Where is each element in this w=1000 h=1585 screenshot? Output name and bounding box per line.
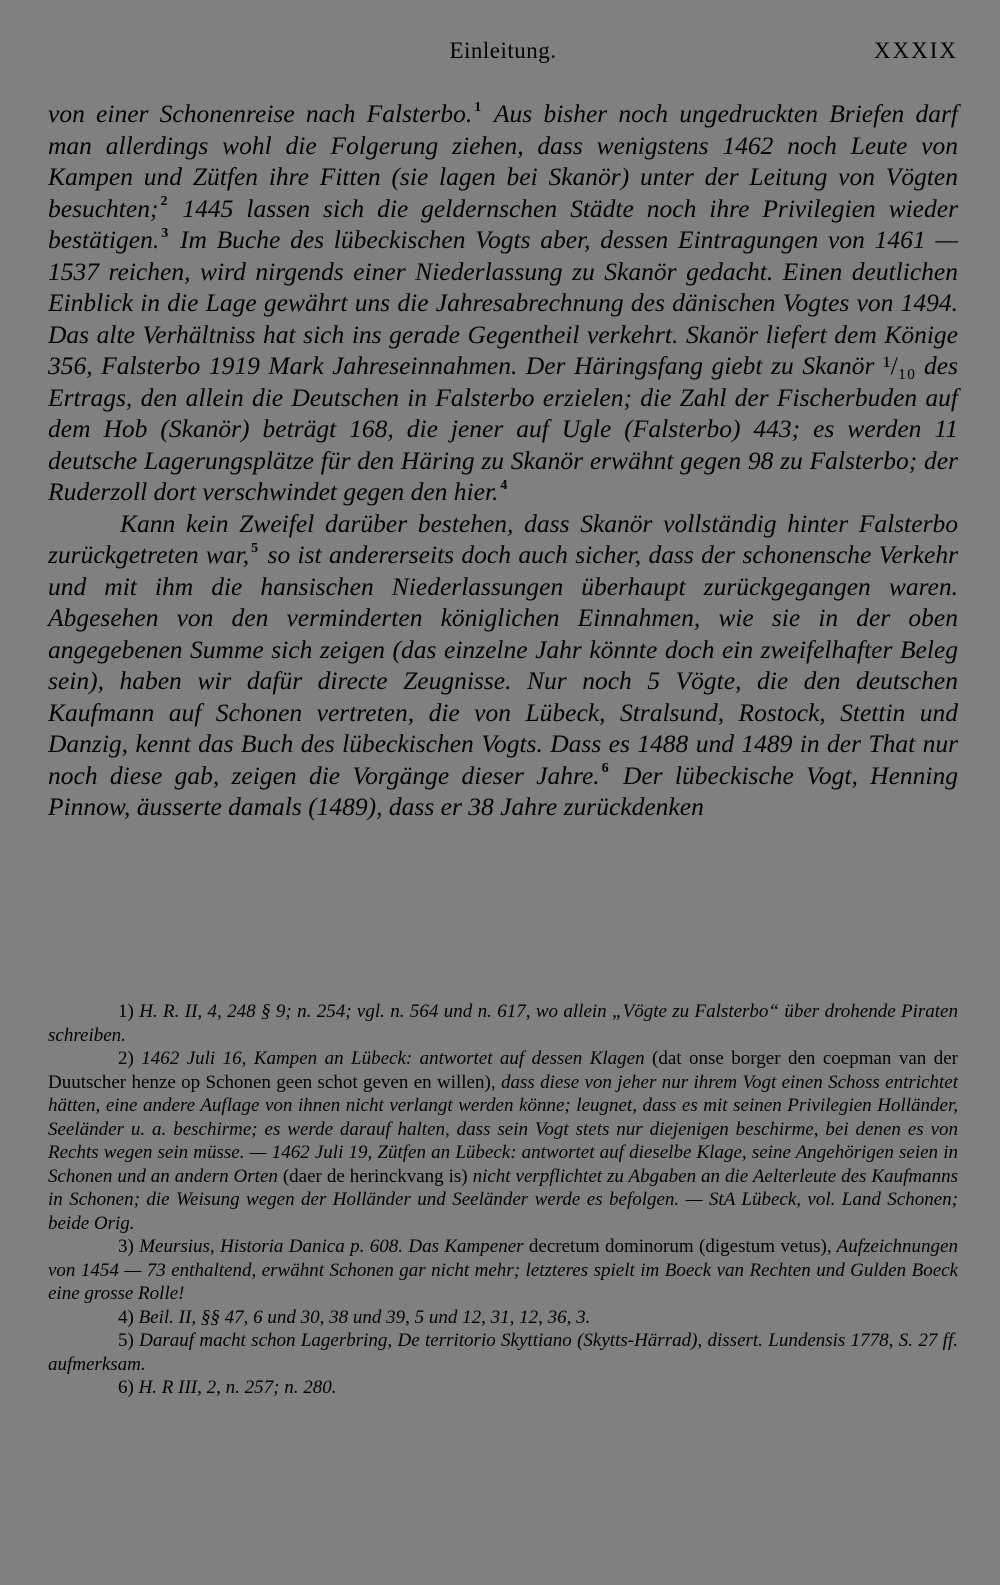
footnote-4 [48,1306,958,1330]
footnote-ref-4[interactable]: 4 [500,477,508,493]
footnote-number: 4) [118,1306,134,1328]
footnote-quote: (dat onse borger den coepman van der Duutscher henze op Schonen geen schot geven en willen), [48,1048,958,1093]
footnote-ref-3[interactable]: 3 [161,225,169,241]
footnote-text: Beil. II, §§ 47, 6 und 30, 38 und 39, 5 und 12, 31, 12, 36, 3. [133,1306,591,1328]
page-number: XXXIX [873,38,958,63]
footnote-number: 5) [118,1330,134,1351]
text-run: Aus bisher noch ungedruckten Briefen darf man allerdings wohl die Folgerung ziehen, dass wenigstens 1462 noch Leute von Kampen und Zütfen ihre Fitten (sie lagen bei Skanör) unter der Leitung von Vögten besuchten; [48,99,959,223]
text-run: Im Buche des lübeckischen Vogts aber, dessen Eintragungen von 1461 — 1537 reichen, wird nirgends einer Niederlassung zu Skanör gedacht. Einen deutlichen Einblick in die Lage gewährt uns die Jahresabrechnung des dänischen Vogtes von 1494. Das alte Verhältniss hat sich ins gerade Gegentheil verkehrt. Skanör liefert dem Könige 356, Falsterbo 1919 Mark Jahreseinnahmen. Der Häringsfang giebt zu Skanör [48,225,958,380]
footnote-number: 2) [118,1048,134,1069]
footnote-2 [48,1047,958,1235]
footnote-text: Darauf macht schon Lagerbring, De territorio Skyttiano (Skytts-Härrad), dissert. Lundensis 1778, S. 27 ff. aufmerksam. [48,1330,958,1375]
running-head [48,38,958,68]
footnote-text: dass diese von jeher nur ihrem Vogt einen Schoss entrichtet hätten, eine andere Auflage von ihnen nicht verlangt werden könne; leugnet, dass es mit seinen Privilegien Holländer, Seeländer u. a. beschirme; es werde darauf halten, dass sein Vogt stets nur diejenigen beschirme, bei denen es von Rechts wegen sein müsse. — 1462 Juli 19, Zütfen an Lübeck: antwortet auf dieselbe Klage, seine Angehörigen seien in Schonen und an andern Orten [48,1071,958,1187]
footnote-6 [48,1376,958,1400]
footnote-ref-6[interactable]: 6 [601,761,609,776]
footnote-1 [48,1000,958,1047]
text-run: Der lübeckische Vogt, Henning Pinnow, äusserte damals (1489), dass er 38 Jahre zurückdenken [48,760,958,821]
paragraph-1 [48,98,958,508]
footnote-ref-1[interactable]: 1 [474,99,482,115]
footnote-text: H. R III, 2, n. 257; n. 280. [133,1377,337,1398]
paragraph-2 [48,508,958,823]
footnote-ref-2[interactable]: 2 [160,194,168,209]
text-run: so ist andererseits doch auch sicher, dass der schonensche Verkehr und mit ihm die hansischen Niederlassungen überhaupt zurückgegangen waren. Abgesehen von den verminderten königlichen Einnahmen, wie sie in der oben angegebenen Summe sich zeigen (das einzelne Jahr könnte doch ein zweifelhafter Beleg sein), haben wir dafür directe Zeugnisse. Nur noch 5 Vögte, die den deutschen Kaufmann auf Schonen vertreten, die von Lübeck, Stralsund, Rostock, Stettin und Danzig, kennt das Buch des lübeckischen Vogts. Dass es 1488 und 1489 in der That nur noch diese gab, zeigen die Vorgänge dieser Jahre. [48,540,958,790]
main-text [48,98,958,823]
text-run: Kann kein Zweifel darüber bestehen, dass Skanör vollständig hinter Falsterbo zurückgetreten war, [48,508,958,569]
footnotes [48,1000,958,1400]
text-run: von einer Schonenreise nach Falsterbo. [48,99,473,128]
footnote-quote: decretum dominorum (digestum vetus), [523,1236,832,1257]
footnote-5 [48,1329,958,1376]
footnote-text: nicht verpflichtet zu Abgaben an die Aelterleute des Kaufmanns in Schonen; die Weisung wegen der Holländer und Seeländer werde es befolgen. — StA Lübeck, vol. Land Schonen; beide Orig. [48,1165,958,1234]
text-run: 1445 lassen sich die geldernschen Städte noch ihre Privilegien wieder bestätigen. [48,193,958,254]
footnote-number: 6) [118,1377,134,1398]
footnote-3 [48,1235,958,1306]
footnote-number: 3) [118,1236,134,1257]
running-title: Einleitung. [449,38,557,63]
footnote-text: H. R. II, 4, 248 § 9; n. 254; vgl. n. 564 und n. 617, wo allein „Vögte zu Falsterbo“ über drohende Piraten schreiben. [48,1001,958,1046]
fraction: ¹/₁₀ [882,351,916,380]
footnote-quote: (daer de herinckvang is) [277,1165,468,1187]
footnote-text: 1462 Juli 16, Kampen an Lübeck: antwortet auf dessen Klagen [133,1048,645,1069]
footnote-text: Meursius, Historia Danica p. 608. Das Kampener [133,1236,524,1257]
footnote-ref-5[interactable]: 5 [251,540,259,556]
footnote-number: 1) [118,1001,134,1022]
text-run: des Ertrags, den allein die Deutschen in Falsterbo erzielen; die Zahl der Fischerbuden auf dem Hob (Skanör) beträgt 168, die jener auf Ugle (Falsterbo) 443; es werden 11 deutsche Lagerungsplätze für den Häring zu Skanör erwähnt gegen 98 zu Falsterbo; der Ruderzoll dort verschwindet gegen den hier. [48,351,958,506]
footnote-text: Aufzeichnungen von 1454 — 73 enthaltend, erwähnt Schonen gar nicht mehr; letzteres spielt im Boeck van Rechten und Gulden Boeck eine grosse Rolle! [48,1236,958,1304]
